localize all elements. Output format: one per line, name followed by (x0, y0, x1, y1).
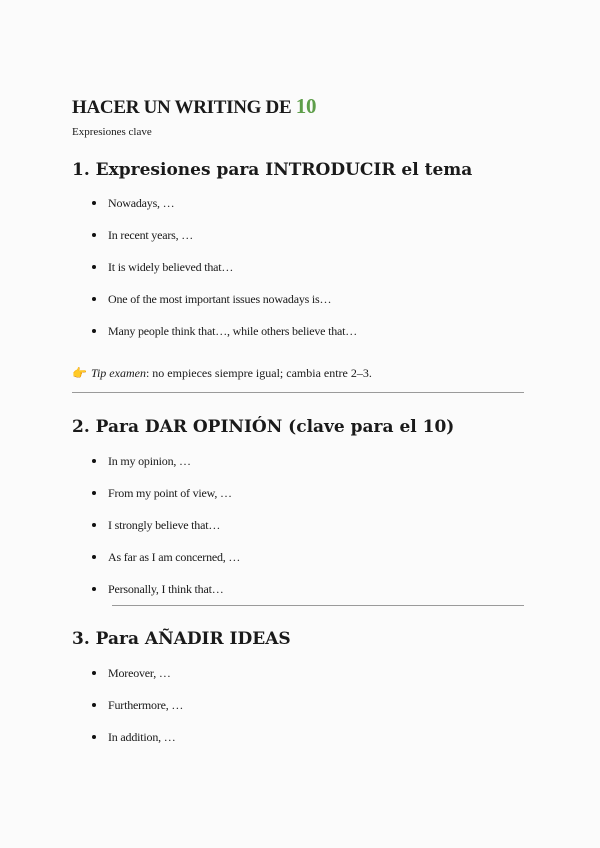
section-heading-introducir: 1. Expresiones para INTRODUCIR el tema (72, 160, 473, 180)
list-item: I strongly believe that… (72, 518, 524, 550)
section-heading-opinion: 2. Para DAR OPINIÓN (clave para el 10) (72, 417, 455, 437)
page-subtitle: Expresiones clave (72, 126, 152, 138)
page-title (72, 94, 316, 119)
pointing-hand-icon: 👉 (72, 366, 87, 380)
list-item: Many people think that…, while others believe that… (72, 324, 524, 356)
list-item: One of the most important issues nowadays is… (72, 292, 524, 324)
section-heading-anadir: 3. Para AÑADIR IDEAS (72, 629, 291, 649)
divider (72, 392, 524, 393)
tip-text: : no empieces siempre igual; cambia entre 2–3. (145, 366, 372, 380)
list-item: From my point of view, … (72, 486, 524, 518)
divider (112, 605, 524, 606)
title-accent: 10 (295, 94, 317, 118)
list-item: Personally, I think that… (72, 582, 524, 614)
list-item: As far as I am concerned, … (72, 550, 524, 582)
list-item: Moreover, … (72, 666, 524, 698)
list-item: In addition, … (72, 730, 524, 762)
list-introducir (72, 196, 524, 356)
list-item: Nowadays, … (72, 196, 524, 228)
list-anadir (72, 666, 524, 762)
list-item: Furthermore, … (72, 698, 524, 730)
title-text: HACER UN WRITING DE (72, 97, 292, 118)
exam-tip (72, 366, 372, 381)
list-opinion (72, 454, 524, 614)
list-item: It is widely believed that… (72, 260, 524, 292)
list-item: In recent years, … (72, 228, 524, 260)
tip-label: Tip examen (90, 366, 146, 380)
list-item: In my opinion, … (72, 454, 524, 486)
